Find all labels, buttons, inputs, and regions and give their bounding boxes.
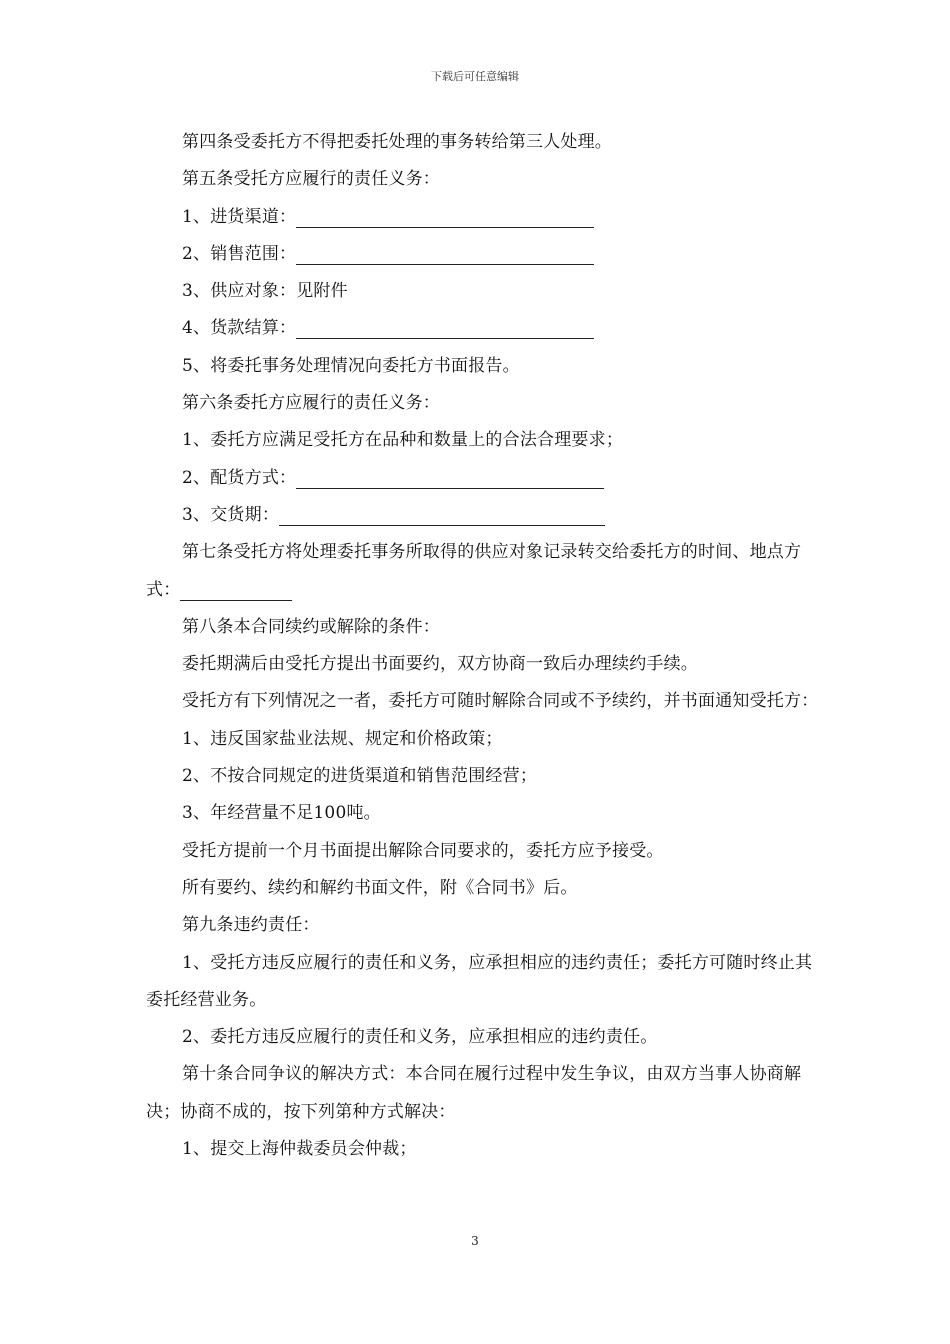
clause-8-early-termination: 受托方提前一个月书面提出解除合同要求的，委托方应予接受。 — [182, 840, 664, 861]
clause-8-item-3: 3、年经营量不足100吨。 — [182, 803, 381, 824]
clause-8-termination: 受托方有下列情况之一者，委托方可随时解除合同或不予续约，并书面通知受托方： — [182, 691, 819, 712]
clause-8-item-2: 2、不按合同规定的进货渠道和销售范围经营； — [182, 766, 538, 787]
clause-5-item-1: 1、进货渠道： — [146, 199, 826, 236]
clause-7: 第七条受托方将处理委托事务所取得的供应对象记录转交给委托方的时间、地点方式： — [146, 542, 802, 600]
clause-4: 第四条受委托方不得把委托处理的事务转给第三人处理。 — [182, 132, 612, 152]
clause-6-item-1: 1、委托方应满足受托方在品种和数量上的合法合理要求； — [182, 430, 624, 451]
clause-5-heading: 第五条受托方应履行的责任义务： — [182, 169, 440, 190]
fill-blank-payment-settlement — [296, 318, 594, 339]
clause-8-documents: 所有要约、续约和解约书面文件，附《合同书》后。 — [182, 877, 578, 898]
clause-9-item-2: 2、委托方违反应履行的责任和义务，应承担相应的违约责任。 — [182, 1027, 658, 1048]
page-header: 下载后可任意编辑 — [431, 70, 519, 83]
document-body — [146, 124, 826, 1168]
clause-5-item-5: 5、将委托事务处理情况向委托方书面报告。 — [182, 355, 520, 376]
clause-6-item-2: 2、配货方式： — [146, 460, 826, 497]
fill-blank-delivery-period — [279, 505, 605, 526]
fill-blank-time-place — [180, 580, 292, 601]
clause-5-item-4: 4、货款结算： — [146, 310, 826, 347]
page-number: 3 — [471, 1234, 479, 1248]
clause-6-item-3: 3、交货期： — [146, 497, 826, 534]
clause-5-item-2: 2、销售范围： — [146, 236, 826, 273]
clause-5-item-3: 3、供应对象：见附件 — [182, 281, 348, 302]
clause-9-heading: 第九条违约责任： — [182, 915, 320, 936]
clause-9-item-1: 1、受托方违反应履行的责任和义务，应承担相应的违约责任；委托方可随时终止其委托经营业务。 — [146, 952, 813, 1010]
clause-8-heading: 第八条本合同续约或解除的条件： — [182, 616, 440, 637]
clause-6-heading: 第六条委托方应履行的责任义务： — [182, 393, 440, 414]
clause-8-renewal: 委托期满后由受托方提出书面要约，双方协商一致后办理续约手续。 — [182, 654, 698, 675]
fill-blank-sales-scope — [296, 244, 594, 265]
clause-8-item-1: 1、违反国家盐业法规、规定和价格政策； — [182, 728, 503, 749]
clause-10: 第十条合同争议的解决方式：本合同在履行过程中发生争议，由双方当事人协商解决；协商不成的，按下列第种方式解决： — [146, 1064, 802, 1122]
fill-blank-distribution-method — [296, 468, 604, 489]
clause-10-item-1: 1、提交上海仲裁委员会仲裁； — [182, 1139, 417, 1160]
fill-blank-purchase-channel — [296, 207, 594, 228]
